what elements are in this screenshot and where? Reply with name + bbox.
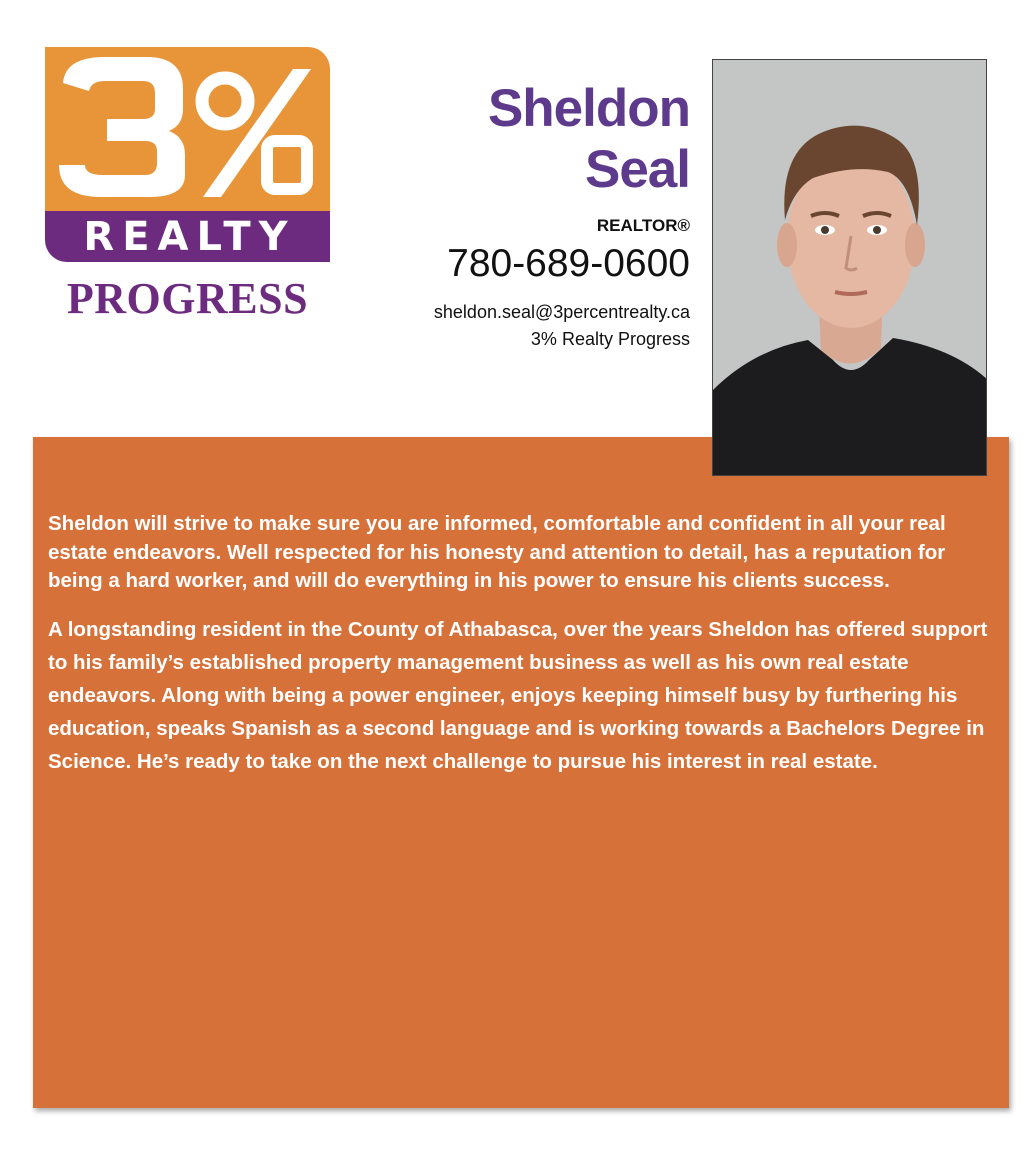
agent-phone[interactable]: 780-689-0600 bbox=[447, 242, 690, 285]
logo-word-band bbox=[45, 211, 330, 262]
bio-paragraph-1: Sheldon will strive to make sure you are informed, comfortable and confident in all your real estate endeavors. Well respected for his honesty and attention to detail, has a reputation for being a hard worker, and will do everything in his power to ensure his clients success. bbox=[48, 512, 946, 592]
portrait-illustration bbox=[713, 60, 987, 476]
logo-subtitle: PROGRESS bbox=[66, 274, 309, 323]
agent-last-name: Seal bbox=[584, 140, 690, 199]
agent-photo bbox=[712, 59, 987, 476]
agent-first-name: Sheldon bbox=[487, 79, 690, 138]
logo-word: REALTY bbox=[83, 214, 296, 260]
agent-email[interactable]: sheldon.seal@3percentrealty.ca bbox=[433, 302, 690, 322]
three-percent-mark bbox=[45, 47, 330, 211]
agent-title: REALTOR® bbox=[596, 216, 690, 235]
logo-badge bbox=[45, 47, 330, 262]
agent-brokerage: 3% Realty Progress bbox=[530, 329, 690, 349]
bio-text bbox=[48, 510, 998, 778]
agent-contact bbox=[290, 78, 690, 350]
bio-panel bbox=[33, 437, 1009, 1108]
bio-paragraph-2: A longstanding resident in the County of Athabasca, over the years Sheldon has offered support to his family’s established property management business as well as his own real estate endeavors. Along with being a power engineer, enjoys keeping himself busy by furthering his education, speaks Spanish as a second language and is working towards a Bachelors Degree in Science. He’s ready to take on the next challenge to pursue his interest in real estate. bbox=[48, 617, 988, 773]
logo-percent-area bbox=[45, 47, 330, 211]
brand-logo bbox=[45, 47, 330, 324]
